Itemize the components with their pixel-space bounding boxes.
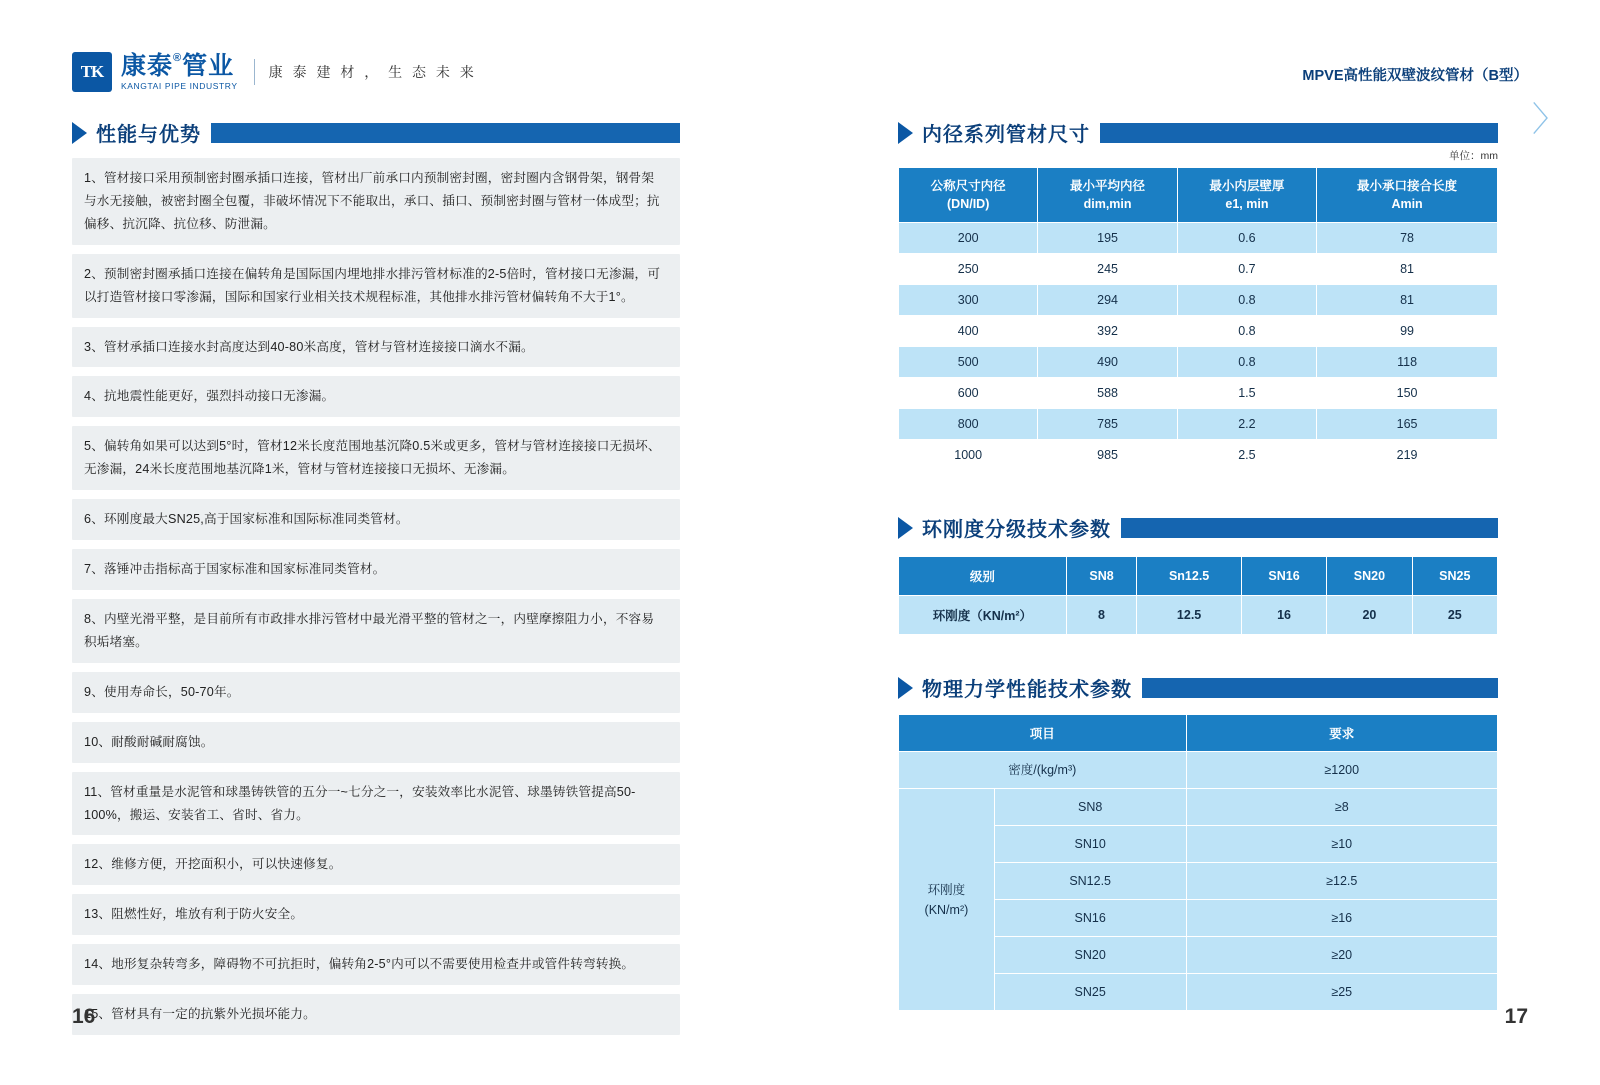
product-title: MPVE高性能双壁波纹管材（B型） bbox=[1302, 68, 1528, 84]
column-header: 要求 bbox=[1186, 715, 1498, 752]
column-header: SN16 bbox=[1241, 557, 1326, 596]
table-row bbox=[899, 752, 1498, 789]
dimensions-table bbox=[898, 167, 1498, 471]
section-title: 环刚度分级技术参数 bbox=[922, 519, 1111, 541]
cell: 490 bbox=[1038, 347, 1177, 378]
physical-table-wrap bbox=[898, 714, 1498, 1011]
column-header: 级别 bbox=[899, 557, 1067, 596]
physical-properties-table bbox=[898, 714, 1498, 1011]
cell: 195 bbox=[1038, 223, 1177, 254]
cell: 200 bbox=[899, 223, 1038, 254]
cell: 985 bbox=[1038, 440, 1177, 471]
column-header: 项目 bbox=[899, 715, 1187, 752]
cell: ≥16 bbox=[1186, 900, 1498, 937]
column-header: 最小平均内径 dim,min bbox=[1038, 168, 1177, 223]
cell: 1000 bbox=[899, 440, 1038, 471]
list-item: 9、使用寿命长，50-70年。 bbox=[72, 672, 680, 713]
list-item: 8、内壁光滑平整，是目前所有市政排水排污管材中最光滑平整的管材之一，内壁摩擦阻力小，不容易积垢堵塞。 bbox=[72, 599, 680, 663]
cell: ≥25 bbox=[1186, 974, 1498, 1011]
table-row bbox=[899, 789, 1498, 826]
cell: 2.2 bbox=[1177, 409, 1316, 440]
list-item: 6、环刚度最大SN25,高于国家标准和国际标准同类管材。 bbox=[72, 499, 680, 540]
arrow-icon bbox=[898, 677, 913, 699]
table-row bbox=[899, 285, 1498, 316]
ring-stiffness-table-wrap bbox=[898, 556, 1498, 635]
cell: 250 bbox=[899, 254, 1038, 285]
density-value: ≥1200 bbox=[1186, 752, 1498, 789]
cell: 0.8 bbox=[1177, 316, 1316, 347]
section-bar bbox=[1121, 518, 1498, 538]
cell: SN8 bbox=[994, 789, 1186, 826]
table-header-row bbox=[899, 557, 1498, 596]
arrow-icon bbox=[72, 122, 87, 144]
table-row bbox=[899, 347, 1498, 378]
logo-mark-icon: TK bbox=[72, 52, 112, 92]
section-title: 内径系列管材尺寸 bbox=[922, 124, 1090, 146]
page-number-left: 16 bbox=[72, 1005, 96, 1028]
list-item: 7、落锤冲击指标高于国家标准和国家标准同类管材。 bbox=[72, 549, 680, 590]
list-item: 11、管材重量是水泥管和球墨铸铁管的五分一~七分之一，安装效率比水泥管、球墨铸铁管提高50-100%，搬运、安装省工、省时、省力。 bbox=[72, 772, 680, 836]
table-row bbox=[899, 596, 1498, 635]
density-label: 密度/(kg/m³) bbox=[899, 752, 1187, 789]
cell: 1.5 bbox=[1177, 378, 1316, 409]
brand-logo bbox=[72, 52, 477, 92]
list-item: 12、维修方便，开挖面积小，可以快速修复。 bbox=[72, 844, 680, 885]
cell: SN20 bbox=[994, 937, 1186, 974]
cell: 392 bbox=[1038, 316, 1177, 347]
cell: SN16 bbox=[994, 900, 1186, 937]
column-header: Sn12.5 bbox=[1137, 557, 1242, 596]
cell: 0.6 bbox=[1177, 223, 1316, 254]
brand-slogan: 康 泰 建 材 ， 生 态 未 来 bbox=[268, 64, 477, 80]
cell: 600 bbox=[899, 378, 1038, 409]
cell: 294 bbox=[1038, 285, 1177, 316]
cell: 500 bbox=[899, 347, 1038, 378]
table-row bbox=[899, 440, 1498, 471]
section-header-ring-stiffness bbox=[898, 513, 1498, 542]
cell: 25 bbox=[1412, 596, 1497, 635]
cell: 16 bbox=[1241, 596, 1326, 635]
row-label: 环刚度（KN/m²） bbox=[899, 596, 1067, 635]
cell: SN12.5 bbox=[994, 863, 1186, 900]
list-item: 14、地形复杂转弯多，障碍物不可抗拒时，偏转角2-5°内可以不需要使用检查井或管件转弯转换。 bbox=[72, 944, 680, 985]
cell: 0.7 bbox=[1177, 254, 1316, 285]
feature-list bbox=[72, 158, 680, 1044]
column-header: 公称尺寸内径 (DN/ID) bbox=[899, 168, 1038, 223]
column-header: 最小内层壁厚 e1, min bbox=[1177, 168, 1316, 223]
page-number-right: 17 bbox=[1504, 1005, 1528, 1028]
cell: SN10 bbox=[994, 826, 1186, 863]
cell: 588 bbox=[1038, 378, 1177, 409]
cell: 12.5 bbox=[1137, 596, 1242, 635]
column-header: 最小承口接合长度 Amin bbox=[1317, 168, 1498, 223]
dimensions-table-wrap bbox=[898, 148, 1498, 471]
cell: 400 bbox=[899, 316, 1038, 347]
logo-divider bbox=[254, 59, 255, 85]
ring-stiffness-table bbox=[898, 556, 1498, 635]
cell: 150 bbox=[1317, 378, 1498, 409]
cell: 800 bbox=[899, 409, 1038, 440]
list-item: 2、预制密封圈承插口连接在偏转角是国际国内埋地排水排污管材标准的2-5倍时，管材接口无渗漏，可以打造管材接口零渗漏，国际和国家行业相关技术规程标准，其他排水排污管材偏转角不大于1°。 bbox=[72, 254, 680, 318]
cell: 20 bbox=[1327, 596, 1412, 635]
cell: 785 bbox=[1038, 409, 1177, 440]
cell: ≥10 bbox=[1186, 826, 1498, 863]
logo-company-name-en: KANGTAI PIPE INDUSTRY bbox=[121, 80, 238, 91]
list-item: 10、耐酸耐碱耐腐蚀。 bbox=[72, 722, 680, 763]
cell: ≥12.5 bbox=[1186, 863, 1498, 900]
cell: 165 bbox=[1317, 409, 1498, 440]
arrow-icon bbox=[898, 122, 913, 144]
column-header: SN20 bbox=[1327, 557, 1412, 596]
cell: 118 bbox=[1317, 347, 1498, 378]
cell: 81 bbox=[1317, 254, 1498, 285]
list-item: 3、管材承插口连接水封高度达到40-80米高度，管材与管材连接接口滴水不漏。 bbox=[72, 327, 680, 368]
cell: ≥20 bbox=[1186, 937, 1498, 974]
cell: 81 bbox=[1317, 285, 1498, 316]
section-header-performance bbox=[72, 118, 680, 147]
cell: 219 bbox=[1317, 440, 1498, 471]
table-header-row bbox=[899, 715, 1498, 752]
list-item: 1、管材接口采用预制密封圈承插口连接，管材出厂前承口内预制密封圈，密封圈内含钢骨架，钢骨架与水无接触，被密封圈全包覆，非破坏情况下不能取出，承口、插口、预制密封圈与管材一体成型；抗偏移、抗沉降、抗位移、防泄漏。 bbox=[72, 158, 680, 245]
column-header: SN25 bbox=[1412, 557, 1497, 596]
cell: 78 bbox=[1317, 223, 1498, 254]
cell: 300 bbox=[899, 285, 1038, 316]
cell: SN25 bbox=[994, 974, 1186, 1011]
section-bar bbox=[211, 123, 680, 143]
list-item: 4、抗地震性能更好，强烈抖动接口无渗漏。 bbox=[72, 376, 680, 417]
logo-text bbox=[121, 53, 238, 90]
cell: ≥8 bbox=[1186, 789, 1498, 826]
cell: 245 bbox=[1038, 254, 1177, 285]
list-item: 15、管材具有一定的抗紫外光损坏能力。 bbox=[72, 994, 680, 1035]
unit-note: 单位：mm bbox=[1449, 150, 1498, 162]
table-row bbox=[899, 254, 1498, 285]
cell: 0.8 bbox=[1177, 347, 1316, 378]
cell: 2.5 bbox=[1177, 440, 1316, 471]
section-header-physical bbox=[898, 673, 1498, 702]
swoosh-decoration-icon: 〉 bbox=[1532, 102, 1566, 139]
group-label: 环刚度 (KN/m²) bbox=[899, 789, 995, 1011]
cell: 99 bbox=[1317, 316, 1498, 347]
cell: 8 bbox=[1066, 596, 1137, 635]
arrow-icon bbox=[898, 517, 913, 539]
list-item: 5、偏转角如果可以达到5°时，管材12米长度范围地基沉降0.5米或更多，管材与管材连接接口无损坏、无渗漏，24米长度范围地基沉降1米，管材与管材连接接口无损坏、无渗漏。 bbox=[72, 426, 680, 490]
section-header-dimensions bbox=[898, 118, 1498, 147]
section-bar bbox=[1142, 678, 1498, 698]
column-header: SN8 bbox=[1066, 557, 1137, 596]
logo-company-name: 康泰®管业 bbox=[121, 52, 235, 81]
table-header-row bbox=[899, 168, 1498, 223]
section-title: 性能与优势 bbox=[96, 124, 201, 146]
section-title: 物理力学性能技术参数 bbox=[922, 679, 1132, 701]
section-bar bbox=[1100, 123, 1498, 143]
list-item: 13、阻燃性好，堆放有利于防火安全。 bbox=[72, 894, 680, 935]
cell: 0.8 bbox=[1177, 285, 1316, 316]
table-row bbox=[899, 316, 1498, 347]
table-row bbox=[899, 409, 1498, 440]
table-row bbox=[899, 223, 1498, 254]
table-row bbox=[899, 378, 1498, 409]
